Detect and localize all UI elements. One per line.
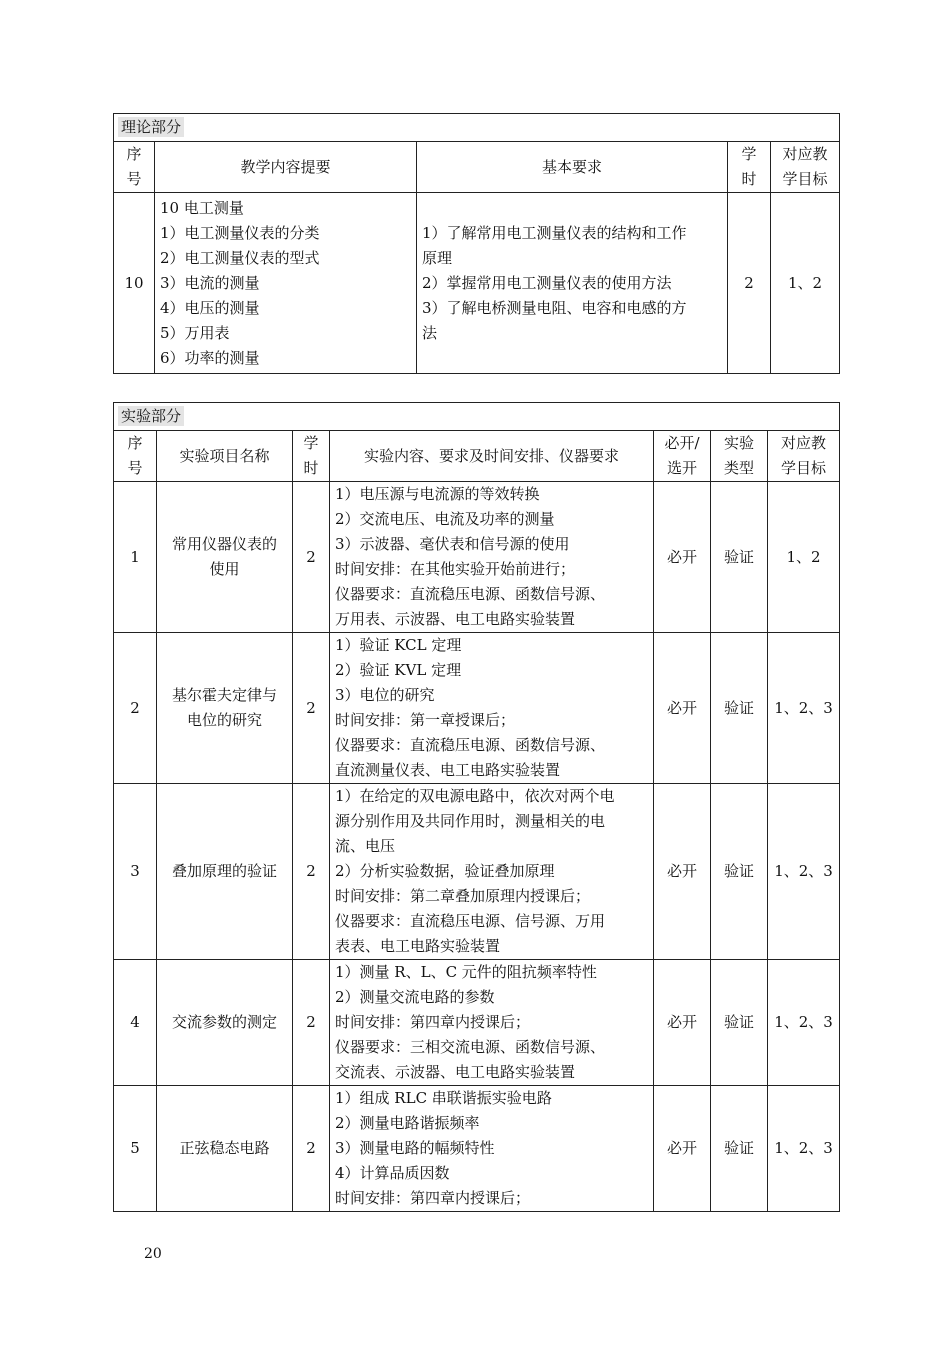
experiment-header-row [114, 431, 840, 482]
exp-type: 验证 [711, 482, 768, 633]
exp-content: 1）验证 KCL 定理 2）验证 KVL 定理 3）电位的研究 时间安排：第一章授课后； 仪器要求：直流稳压电源、函数信号源、 直流测量仪表、电工电路实验装置 [330, 633, 654, 784]
theory-header-hours: 学 时 [728, 142, 771, 193]
table-row [114, 784, 840, 960]
theory-section-cell [114, 114, 840, 142]
exp-type: 验证 [711, 960, 768, 1086]
theory-header-content: 教学内容提要 [155, 142, 417, 193]
exp-goal: 1、2、3 [768, 960, 840, 1086]
exp-type: 验证 [711, 1086, 768, 1212]
theory-header-req: 基本要求 [417, 142, 728, 193]
exp-type: 验证 [711, 784, 768, 960]
exp-header-content: 实验内容、要求及时间安排、仪器要求 [330, 431, 654, 482]
theory-table [113, 113, 840, 374]
exp-no: 4 [114, 960, 157, 1086]
exp-hours: 2 [293, 1086, 330, 1212]
exp-req: 必开 [654, 482, 711, 633]
exp-content: 1）电压源与电流源的等效转换 2）交流电压、电流及功率的测量 3）示波器、毫伏表和信号源的使用 时间安排：在其他实验开始前进行； 仪器要求：直流稳压电源、函数信号源、 万用表、示波器、电工电路实验装置 [330, 482, 654, 633]
theory-row-no: 10 [114, 193, 155, 374]
exp-goal: 1、2、3 [768, 1086, 840, 1212]
exp-content: 1）测量 R、L、C 元件的阻抗频率特性 2）测量交流电路的参数 时间安排：第四章内授课后； 仪器要求：三相交流电源、函数信号源、 交流表、示波器、电工电路实验装置 [330, 960, 654, 1086]
exp-header-name: 实验项目名称 [157, 431, 293, 482]
exp-req: 必开 [654, 784, 711, 960]
exp-no: 3 [114, 784, 157, 960]
exp-name: 交流参数的测定 [157, 960, 293, 1086]
experiment-section-cell [114, 403, 840, 431]
experiment-section-title: 实验部分 [118, 406, 184, 426]
theory-row-hours: 2 [728, 193, 771, 374]
exp-content: 1）组成 RLC 串联谐振实验电路 2）测量电路谐振频率 3）测量电路的幅频特性 4）计算品质因数 时间安排：第四章内授课后； [330, 1086, 654, 1212]
theory-header-goal: 对应教 学目标 [771, 142, 840, 193]
exp-name: 正弦稳态电路 [157, 1086, 293, 1212]
exp-name: 叠加原理的验证 [157, 784, 293, 960]
theory-section-title: 理论部分 [118, 117, 184, 137]
exp-goal: 1、2 [768, 482, 840, 633]
exp-header-type: 实验 类型 [711, 431, 768, 482]
exp-hours: 2 [293, 784, 330, 960]
experiment-table [113, 402, 840, 1212]
theory-row-goal: 1、2 [771, 193, 840, 374]
exp-req: 必开 [654, 633, 711, 784]
exp-name: 常用仪器仪表的 使用 [157, 482, 293, 633]
exp-no: 5 [114, 1086, 157, 1212]
theory-header-no: 序 号 [114, 142, 155, 193]
exp-hours: 2 [293, 482, 330, 633]
page-number: 20 [144, 1246, 162, 1262]
theory-header-row [114, 142, 840, 193]
exp-no: 1 [114, 482, 157, 633]
exp-content: 1）在给定的双电源电路中，依次对两个电 源分别作用及共同作用时，测量相关的电 流、电压 2）分析实验数据，验证叠加原理 时间安排：第二章叠加原理内授课后； 仪器要求：直流稳压电源、信号源、万用 表表、电工电路实验装置 [330, 784, 654, 960]
theory-row-req: 1）了解常用电工测量仪表的结构和工作 原理 2）掌握常用电工测量仪表的使用方法 3）了解电桥测量电阻、电容和电感的方 法 [417, 193, 728, 374]
exp-hours: 2 [293, 960, 330, 1086]
exp-req: 必开 [654, 960, 711, 1086]
exp-header-goal: 对应教 学目标 [768, 431, 840, 482]
experiment-section-row [114, 403, 840, 431]
exp-header-req: 必开/ 选开 [654, 431, 711, 482]
table-row [114, 482, 840, 633]
table-row [114, 960, 840, 1086]
exp-type: 验证 [711, 633, 768, 784]
theory-row-content: 10 电工测量 1）电工测量仪表的分类 2）电工测量仪表的型式 3）电流的测量 4）电压的测量 5）万用表 6）功率的测量 [155, 193, 417, 374]
table-row [114, 633, 840, 784]
exp-header-no: 序 号 [114, 431, 157, 482]
exp-header-hours: 学 时 [293, 431, 330, 482]
exp-no: 2 [114, 633, 157, 784]
exp-goal: 1、2、3 [768, 784, 840, 960]
exp-hours: 2 [293, 633, 330, 784]
theory-row [114, 193, 840, 374]
exp-req: 必开 [654, 1086, 711, 1212]
exp-name: 基尔霍夫定律与 电位的研究 [157, 633, 293, 784]
theory-section-row [114, 114, 840, 142]
table-row [114, 1086, 840, 1212]
exp-goal: 1、2、3 [768, 633, 840, 784]
